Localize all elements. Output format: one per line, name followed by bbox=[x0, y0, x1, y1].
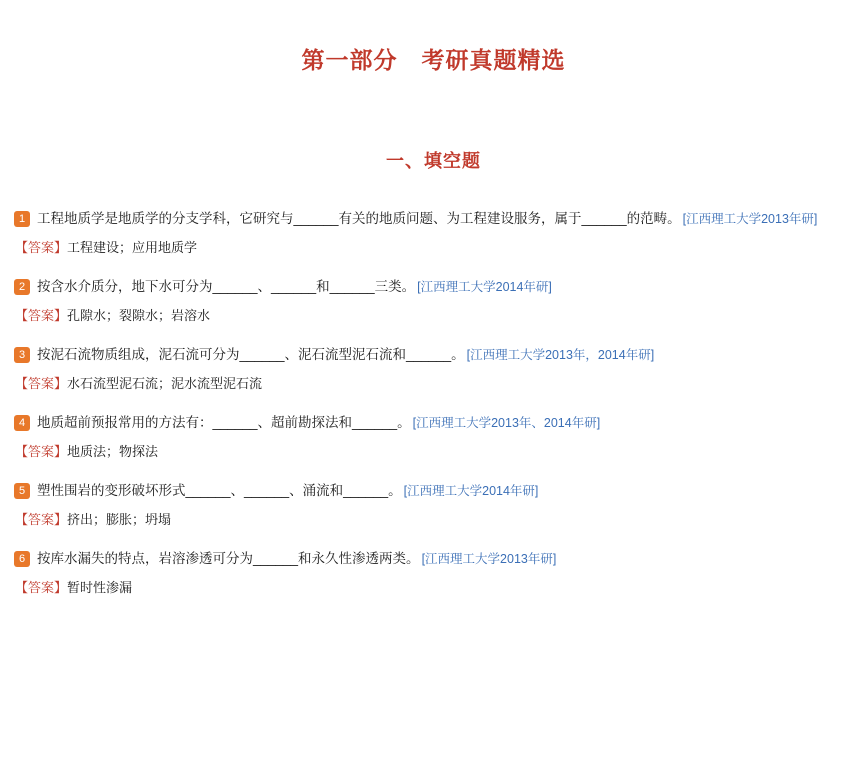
section-title: 一、填空题 bbox=[386, 151, 481, 171]
answer-line bbox=[15, 510, 853, 530]
question-body: 按泥石流物质组成，泥石流可分为______、泥石流型泥石流和______。 bbox=[37, 347, 465, 362]
question-body: 工程地质学是地质学的分支学科，它研究与______有关的地质问题、为工程建设服务，属于______的范畴。 bbox=[37, 211, 681, 226]
question-number-badge: 6 bbox=[14, 551, 30, 567]
question-body: 地质超前预报常用的方法有：______、超前勘探法和______。 bbox=[37, 415, 411, 430]
question-text bbox=[37, 345, 853, 365]
answer-text: 挤出；膨胀；坍塌 bbox=[67, 512, 172, 527]
question-line bbox=[14, 209, 853, 229]
answer-text: 工程建设；应用地质学 bbox=[67, 240, 198, 255]
question-line bbox=[14, 277, 853, 297]
question-text bbox=[37, 413, 853, 433]
question-item bbox=[14, 413, 853, 462]
question-source: [江西理工大学2014年研] bbox=[403, 484, 539, 498]
answer-line bbox=[15, 374, 853, 394]
question-number-badge: 1 bbox=[14, 211, 30, 227]
question-item bbox=[14, 345, 853, 394]
question-line bbox=[14, 481, 853, 501]
answer-text: 暂时性渗漏 bbox=[67, 580, 133, 595]
document-page bbox=[0, 42, 867, 776]
question-body: 按含水介质分，地下水可分为______、______和______三类。 bbox=[37, 279, 416, 294]
answer-label: 【答案】 bbox=[15, 240, 68, 255]
answer-label: 【答案】 bbox=[15, 444, 68, 459]
question-source: [江西理工大学2013年研] bbox=[682, 212, 818, 226]
answer-line bbox=[15, 306, 853, 326]
question-text bbox=[37, 209, 853, 229]
question-body: 按库水漏失的特点，岩溶渗透可分为______和永久性渗透两类。 bbox=[37, 551, 420, 566]
answer-label: 【答案】 bbox=[15, 512, 68, 527]
question-source: [江西理工大学2013年、2014年研] bbox=[412, 416, 601, 430]
answer-label: 【答案】 bbox=[15, 376, 68, 391]
question-line bbox=[14, 345, 853, 365]
question-text bbox=[37, 481, 853, 501]
answer-label: 【答案】 bbox=[15, 308, 68, 323]
answer-line bbox=[15, 238, 853, 258]
question-source: [江西理工大学2013年研] bbox=[421, 552, 557, 566]
question-source: [江西理工大学2014年研] bbox=[417, 280, 552, 294]
question-number-badge: 2 bbox=[14, 279, 30, 295]
question-number-badge: 4 bbox=[14, 415, 30, 431]
question-item bbox=[14, 549, 853, 598]
question-text bbox=[37, 549, 853, 569]
question-source: [江西理工大学2013年，2014年研] bbox=[466, 348, 655, 362]
question-line bbox=[14, 549, 853, 569]
question-body: 塑性围岩的变形破坏形式______、______、涌流和______。 bbox=[37, 483, 402, 498]
question-item bbox=[14, 481, 853, 530]
answer-text: 水石流型泥石流；泥水流型泥石流 bbox=[67, 376, 263, 391]
question-number-badge: 3 bbox=[14, 347, 30, 363]
answer-text: 孔隙水；裂隙水；岩溶水 bbox=[67, 308, 211, 323]
answer-label: 【答案】 bbox=[15, 580, 68, 595]
question-number-badge: 5 bbox=[14, 483, 30, 499]
question-text bbox=[37, 277, 853, 297]
answer-line bbox=[15, 442, 853, 462]
question-item bbox=[14, 209, 853, 258]
question-item bbox=[14, 277, 853, 326]
part-title: 第一部分 考研真题精选 bbox=[301, 47, 566, 73]
answer-line bbox=[15, 578, 853, 598]
answer-text: 地质法；物探法 bbox=[67, 444, 159, 459]
question-list bbox=[14, 209, 853, 598]
question-line bbox=[14, 413, 853, 433]
